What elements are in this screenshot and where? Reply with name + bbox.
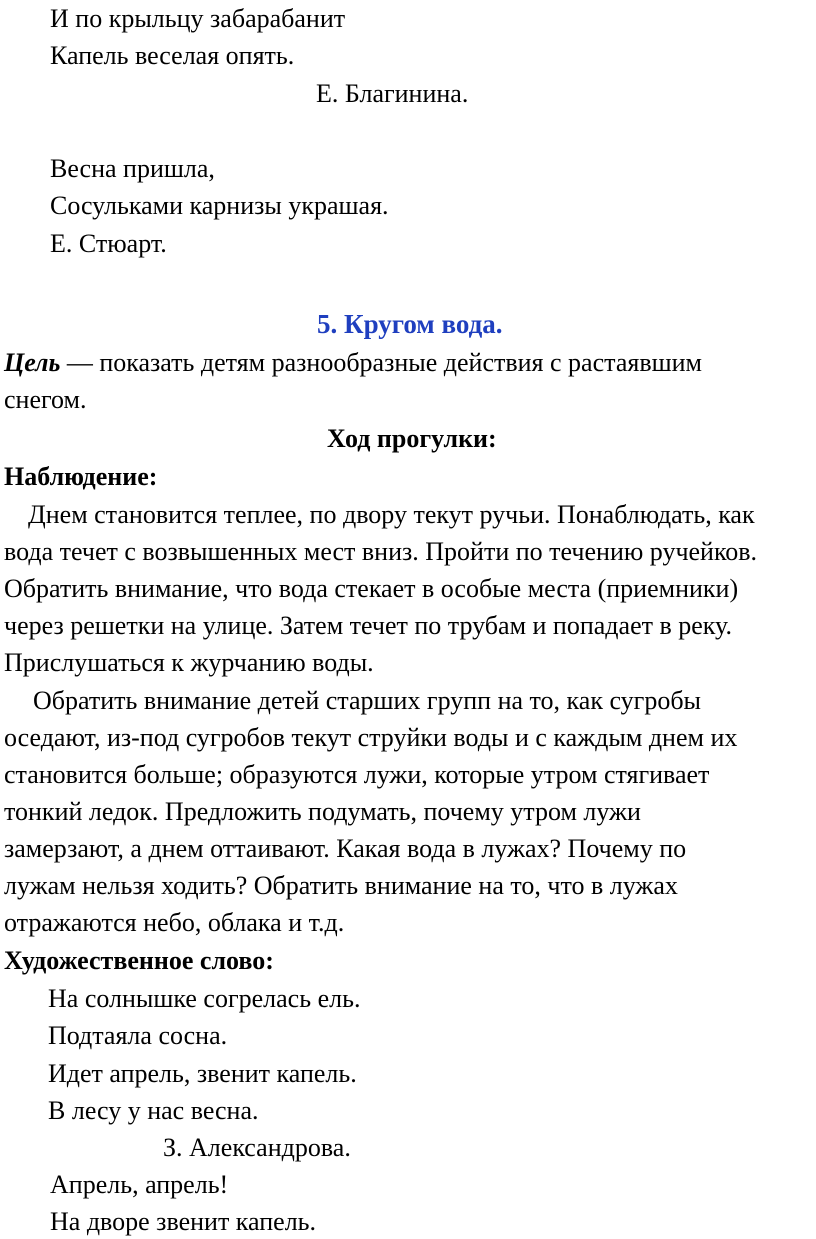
poem-line: В лесу у нас весна. <box>48 1096 259 1125</box>
poem-author: Е. Благинина. <box>316 79 469 108</box>
poem-line: Сосульками карнизы украшая. <box>50 191 389 220</box>
poem-line: Подтаяла сосна. <box>48 1021 228 1050</box>
paragraph-line: Обратить внимание детей старших групп на то, как сугробы <box>33 686 702 715</box>
paragraph-line: Прислушаться к журчанию воды. <box>4 648 374 677</box>
paragraph-line: замерзают, а днем оттаивают. Какая вода в лужах? Почему по <box>4 834 687 863</box>
art-word-label: Художественное слово: <box>4 946 274 975</box>
poem-author: Е. Стюарт. <box>50 229 167 258</box>
paragraph-line: оседают, из-под сугробов текут струйки воды и с каждым днем их <box>4 723 738 752</box>
poem-line: На дворе звенит капель. <box>50 1207 317 1236</box>
walk-heading: Ход прогулки: <box>327 424 497 453</box>
paragraph-line: лужам нельзя ходить? Обратить внимание на то, что в лужах <box>4 871 678 900</box>
observation-label: Наблюдение: <box>4 462 158 491</box>
poem-line: Весна пришла, <box>50 154 215 183</box>
paragraph-line: Днем становится теплее, по двору текут ручьи. Понаблюдать, как <box>28 500 755 529</box>
poem-line: Идет апрель, звенит капель. <box>48 1059 357 1088</box>
poem-line: И по крыльцу забарабанит <box>50 4 346 33</box>
poem-line: Капель веселая опять. <box>50 41 295 70</box>
goal-text-continuation: снегом. <box>4 385 87 414</box>
paragraph-line: становится больше; образуются лужи, которые утром стягивает <box>4 760 710 789</box>
paragraph-line: отражаются небо, облака и т.д. <box>4 908 345 937</box>
paragraph-line: Обратить внимание, что вода стекает в особые места (приемники) <box>4 574 739 603</box>
poem-line: На солнышке согрелась ель. <box>48 984 361 1013</box>
poem-line: Апрель, апрель! <box>50 1170 229 1199</box>
goal-label: Цель <box>4 348 61 377</box>
paragraph-line: вода течет с возвышенных мест вниз. Пройти по течению ручейков. <box>4 537 758 566</box>
section-title: 5. Кругом вода. <box>317 309 503 339</box>
goal-text: — показать детям разнообразные действия с растаявшим <box>60 348 702 377</box>
goal-line <box>4 350 702 376</box>
poem-author: З. Александрова. <box>163 1133 351 1162</box>
paragraph-line: через решетки на улице. Затем течет по трубам и попадает в реку. <box>4 611 732 640</box>
paragraph-line: тонкий ледок. Предложить подумать, почему утром лужи <box>4 797 641 826</box>
